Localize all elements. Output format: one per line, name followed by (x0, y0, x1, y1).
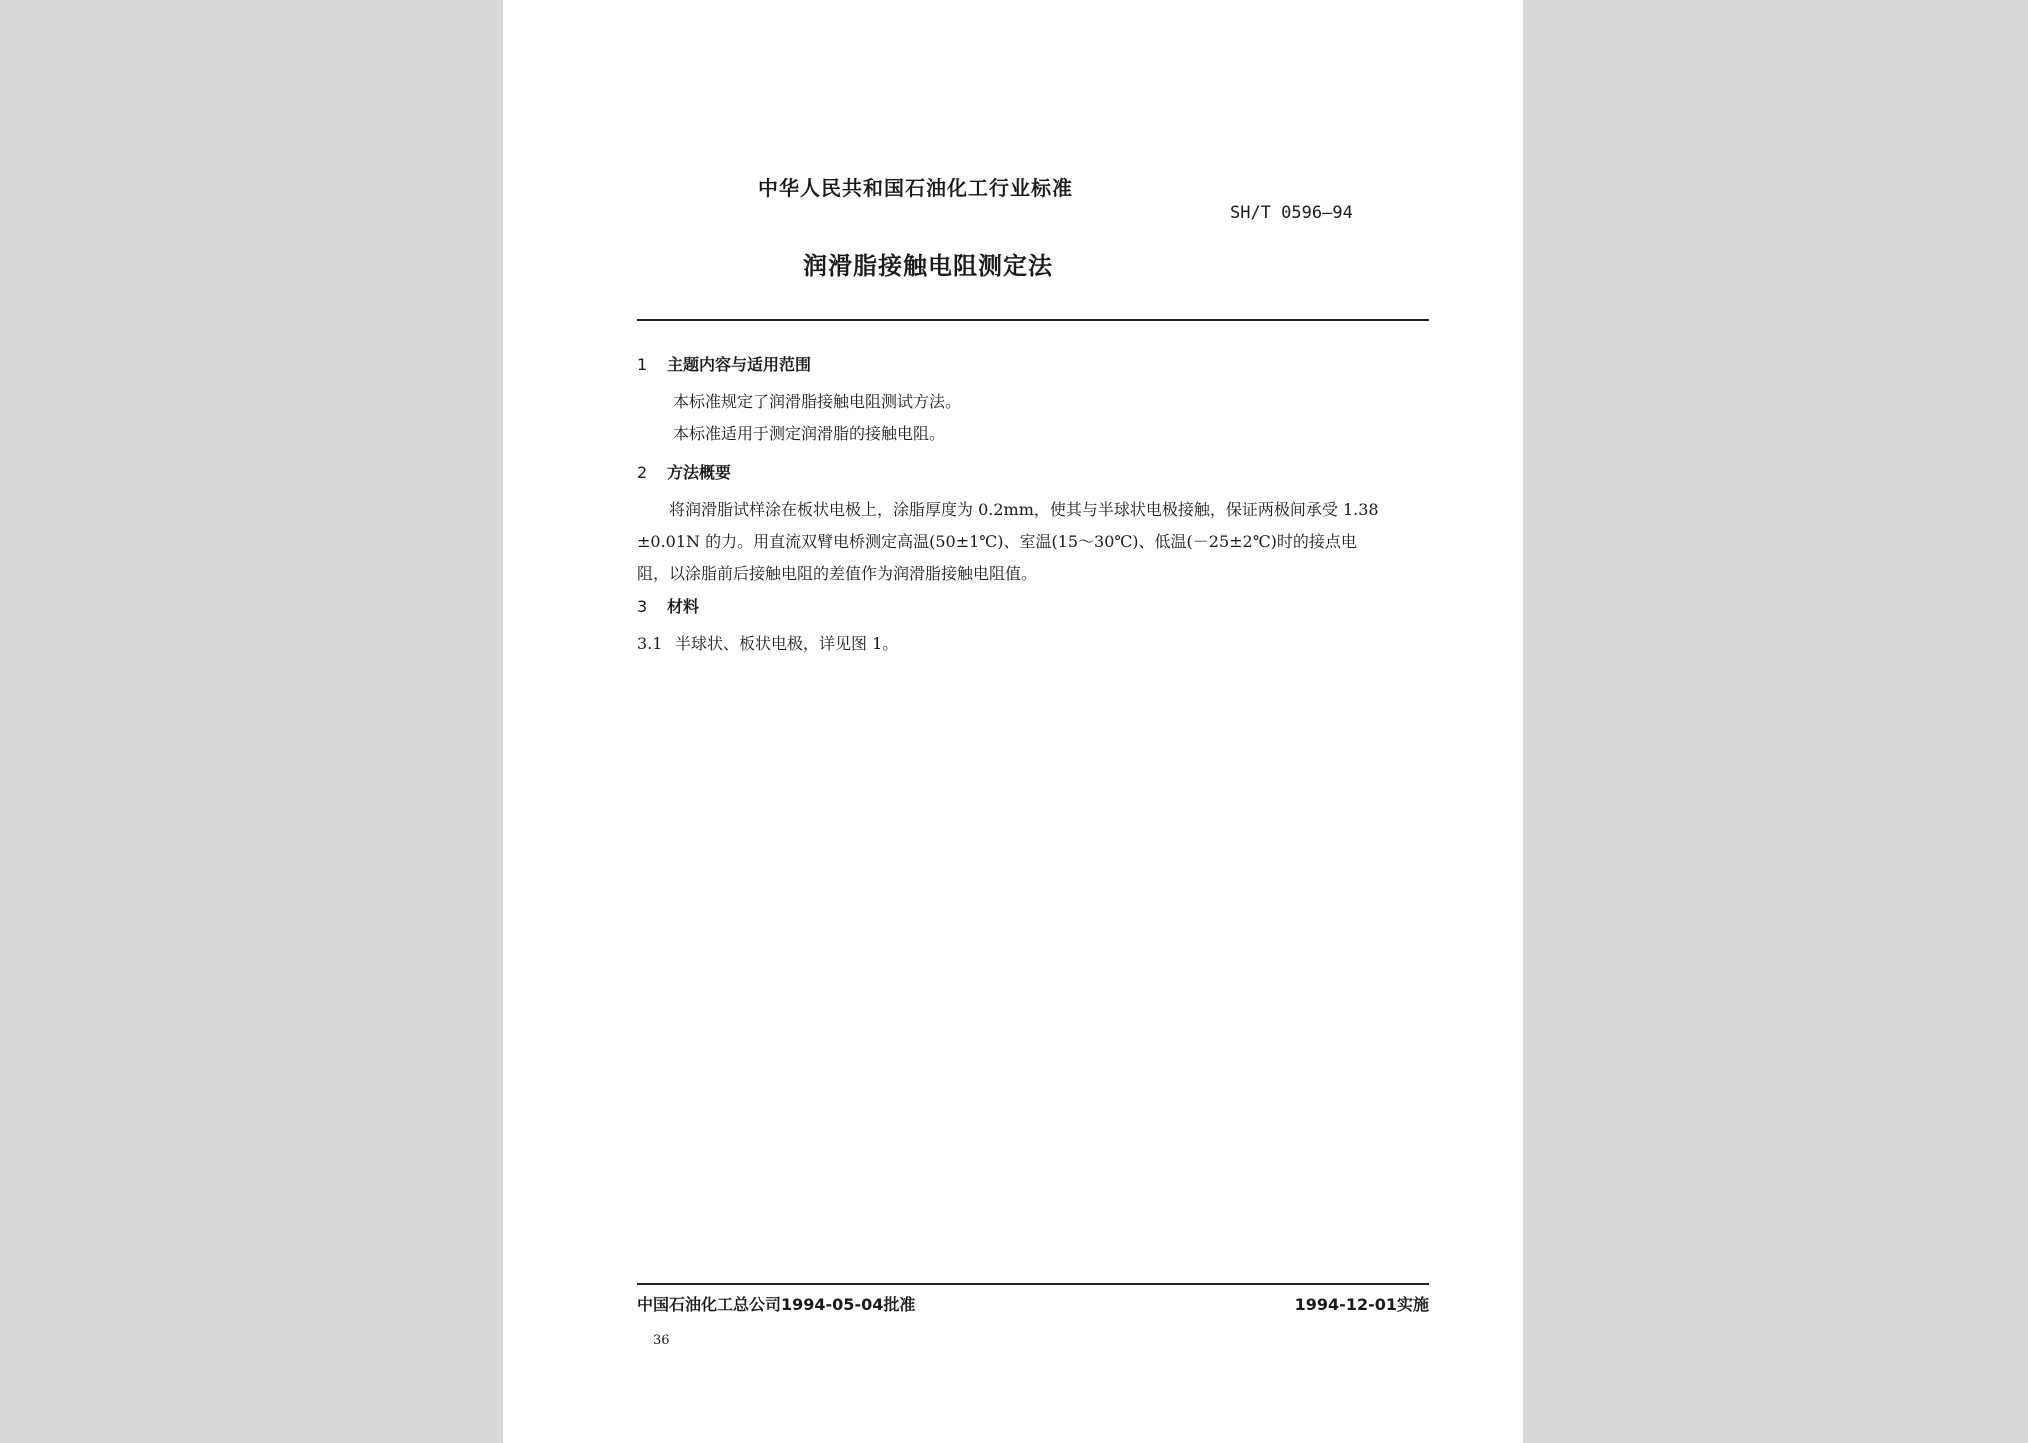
document-page (503, 0, 1523, 1443)
section-1-paragraph-2: 本标准适用于测定润滑脂的接触电阻。 (673, 424, 946, 443)
approval-note: 中国石油化工总公司1994-05-04批准 (637, 1295, 916, 1314)
section-number: 3 (637, 597, 648, 616)
section-2-line-3: 阻，以涂脂前后接触电阻的差值作为润滑脂接触电阻值。 (637, 564, 1038, 583)
footer-divider (637, 1283, 1429, 1285)
section-title: 方法概要 (667, 463, 732, 482)
subsection-text: 半球状、板状电极，详见图 1。 (675, 634, 899, 653)
section-2-body (637, 494, 1429, 590)
section-2-heading (637, 460, 731, 483)
subsection-3-1 (637, 628, 898, 660)
section-2-line-1: 将润滑脂试样涂在板状电极上，涂脂厚度为 0.2mm，使其与半球状电极接触，保证两极间承受 1.38 (669, 500, 1379, 519)
section-1-paragraph-1: 本标准规定了润滑脂接触电阻测试方法。 (673, 392, 962, 411)
organization-standard-header: 中华人民共和国石油化工行业标准 (758, 176, 1073, 200)
section-number: 1 (637, 355, 648, 374)
subsection-number: 3.1 (637, 634, 663, 653)
section-title: 主题内容与适用范围 (667, 355, 812, 374)
document-title: 润滑脂接触电阻测定法 (803, 252, 1053, 280)
standard-code: SH/T 0596—94 (1230, 203, 1353, 223)
section-1-heading (637, 352, 811, 375)
section-title: 材料 (667, 597, 700, 616)
section-number: 2 (637, 463, 648, 482)
page-number: 36 (653, 1333, 670, 1348)
implementation-date: 1994-12-01实施 (1294, 1295, 1429, 1314)
header-divider (637, 319, 1429, 321)
section-3-heading (637, 594, 699, 617)
section-2-line-2: ±0.01N 的力。用直流双臂电桥测定高温(50±1℃)、室温(15～30℃)、低温(－25±2℃)时的接点电 (637, 532, 1357, 551)
